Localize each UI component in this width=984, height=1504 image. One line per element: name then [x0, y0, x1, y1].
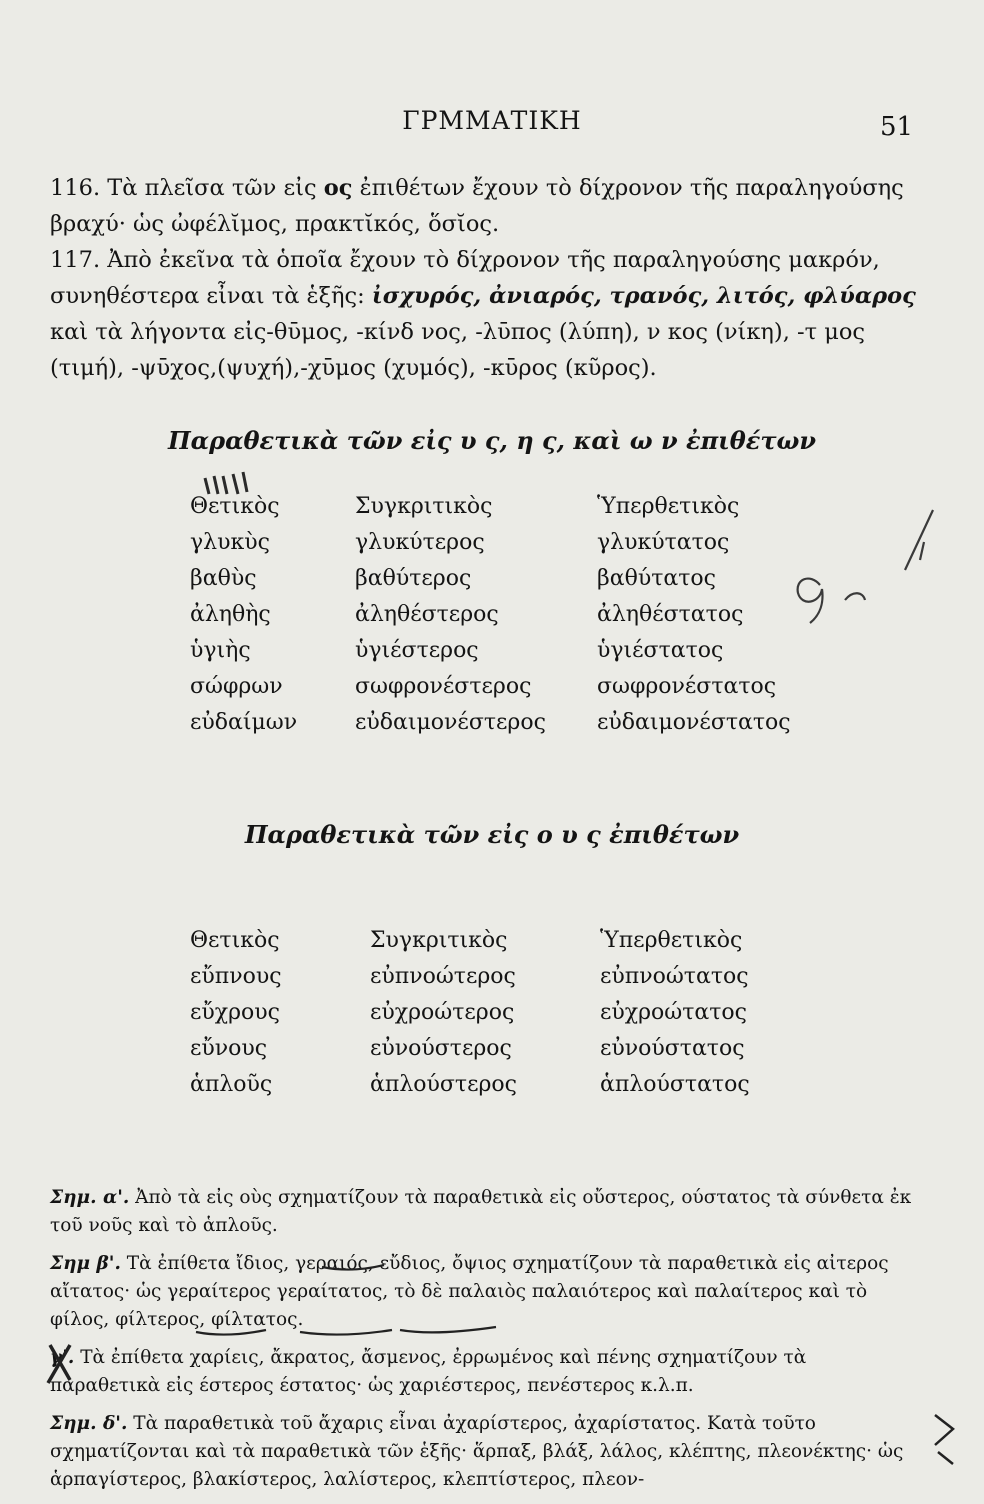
table-cell: εὐνούστερος	[370, 1036, 512, 1061]
table-cell: ὑγιέστερος	[355, 638, 479, 663]
table-cell: γλυκὺς	[190, 530, 270, 555]
table-cell: εὐπνοώτατος	[600, 964, 749, 989]
note-a-label: Σημ. α'.	[50, 1187, 130, 1208]
table-cell: βαθύτερος	[355, 566, 472, 591]
column-header-superlative: Ὑπερθετικὸς	[597, 494, 740, 519]
table-cell: εὐδαιμονέστατος	[597, 710, 791, 735]
table-cell: εὔνους	[190, 1036, 268, 1061]
paragraph-117-text: καὶ τὰ λήγοντα εἰς-θῡμος, -κίνδ νος, -λῡπος (λύπη), ν κος (νίκη), -τ μος (τιμή), -ψῡχος,(ψυχή),-χῡμος (χυμός), -κῡρος (κῦρος).	[50, 319, 865, 381]
table-cell: εὔχρους	[190, 1000, 280, 1025]
table-cell: ὑγιέστατος	[597, 638, 724, 663]
table-cell: ἁπλούστερος	[370, 1072, 517, 1097]
running-head: ΓΡΜΜΑΤΙΚΗ	[402, 106, 582, 135]
note-d-text: Τὰ παραθετικὰ τοῦ ἄχαρις εἶναι ἀχαρίστερος, ἀχαρίστατος. Κατὰ τοῦτο σχηματίζονται καὶ τὰ παραθετικὰ τῶν ἑξῆς· ἅρπαξ, βλάξ, λάλος, κλέπτης, πλεονέκτης· ὡς ἁρπαγίστερος, βλακίστερος, λαλίστερος, κλεπτίστερος, πλεον-	[50, 1413, 904, 1490]
note-d-label: Σημ. δ'.	[50, 1413, 128, 1434]
table-cell: βαθύτατος	[597, 566, 716, 591]
table-cell: σώφρων	[190, 674, 283, 699]
bracket-annotation	[935, 1415, 953, 1464]
marginal-scribble	[798, 510, 933, 623]
table-cell: σωφρονέστατος	[597, 674, 777, 699]
x-mark-annotation	[48, 1345, 70, 1383]
table-cell: εὔπνους	[190, 964, 282, 989]
paragraph-116-prefix: 116. Τὰ πλεῖσα τῶν εἰς	[50, 175, 324, 201]
note-b-text: Τὰ ἐπίθετα ἴδιος, γεραιός, εὔδιος, ὄψιος σχηματίζουν τὰ παραθετικὰ εἰς αἰτερος αἴτατος· ὡς γεραίτερος γεραίτατος, τὸ δὲ παλαιὸς παλαιότερος καὶ παλαίτερος καὶ τὸ φίλος, φίλτερος, φίλτατος.	[50, 1253, 889, 1330]
tally-marks-annotation	[205, 472, 247, 494]
column-header-positive: Θετικὸς	[190, 494, 280, 519]
table-cell: γλυκύτερος	[355, 530, 485, 555]
paragraph-117-prefix: 117. Ἀπὸ ἐκεῖνα τὰ ὁποῖα ἔχουν τὸ δίχρονον τῆς παραληγούσης μακρόν, συνηθέστερα εἶναι τὰ ἑξῆς:	[50, 247, 880, 309]
table-cell: ἁπλούστατος	[600, 1072, 750, 1097]
table-cell: εὐνούστατος	[600, 1036, 745, 1061]
table-cell: σωφρονέστερος	[355, 674, 532, 699]
table-cell: ἀληθέστερος	[355, 602, 499, 627]
table-cell: εὐπνοώτερος	[370, 964, 516, 989]
table-cell: εὐχροώτερος	[370, 1000, 515, 1025]
table-cell: εὐδαιμονέστερος	[355, 710, 546, 735]
paragraph-116-text: ἐπιθέτων ἔχουν τὸ δίχρονον τῆς παραληγούσης βραχύ· ὡς ὠφέλῐμος, πρακτῐκός, ὅσῐος.	[50, 175, 904, 237]
table-cell: ἁπλοῦς	[190, 1072, 273, 1097]
column-header-comparative: Συγκριτικὸς	[370, 928, 508, 953]
underline-annotation	[196, 1265, 496, 1335]
note-c-text: Τὰ ἐπίθετα χαρίεις, ἄκρατος, ἄσμενος, ἐρρωμένος καὶ πένης σχηματίζουν τὰ παραθετικὰ εἰς έστερος έστατος· ὡς χαριέστερος, πενέστερος κ.λ.π.	[50, 1347, 807, 1396]
note-a-text: Ἀπὸ τὰ εἰς οὺς σχηματίζουν τὰ παραθετικὰ εἰς οὔστερος, ούστατος τὰ σύνθετα ἐκ τοῦ νοῦς καὶ τὸ ἁπλοῦς.	[50, 1187, 912, 1236]
table-cell: ὑγιὴς	[190, 638, 251, 663]
table-cell: βαθὺς	[190, 566, 257, 591]
note-c-label: γ'.	[50, 1347, 75, 1368]
column-header-superlative: Ὑπερθετικὸς	[600, 928, 743, 953]
page-number: 51	[880, 112, 914, 142]
table-cell: γλυκύτατος	[597, 530, 730, 555]
table-cell: ἀληθέστατος	[597, 602, 744, 627]
section-title-1: Παραθετικὰ τῶν εἰς υ ς, η ς, καὶ ω ν ἐπιθέτων	[167, 426, 817, 455]
paragraph-117-emphasis: ἰσχυρός, ἀνιαρός, τρανός, λιτός, φλύαρος	[371, 283, 916, 309]
paragraph-116-emphasis: ος	[323, 175, 353, 201]
table-cell: ἀληθὴς	[190, 602, 271, 627]
note-b-label: Σημ β'.	[50, 1253, 121, 1274]
column-header-comparative: Συγκριτικὸς	[355, 494, 493, 519]
column-header-positive: Θετικὸς	[190, 928, 280, 953]
table-cell: εὐδαίμων	[190, 710, 298, 735]
table-cell: εὐχροώτατος	[600, 1000, 747, 1025]
section-title-2: Παραθετικὰ τῶν εἰς ο υ ς ἐπιθέτων	[244, 820, 740, 849]
